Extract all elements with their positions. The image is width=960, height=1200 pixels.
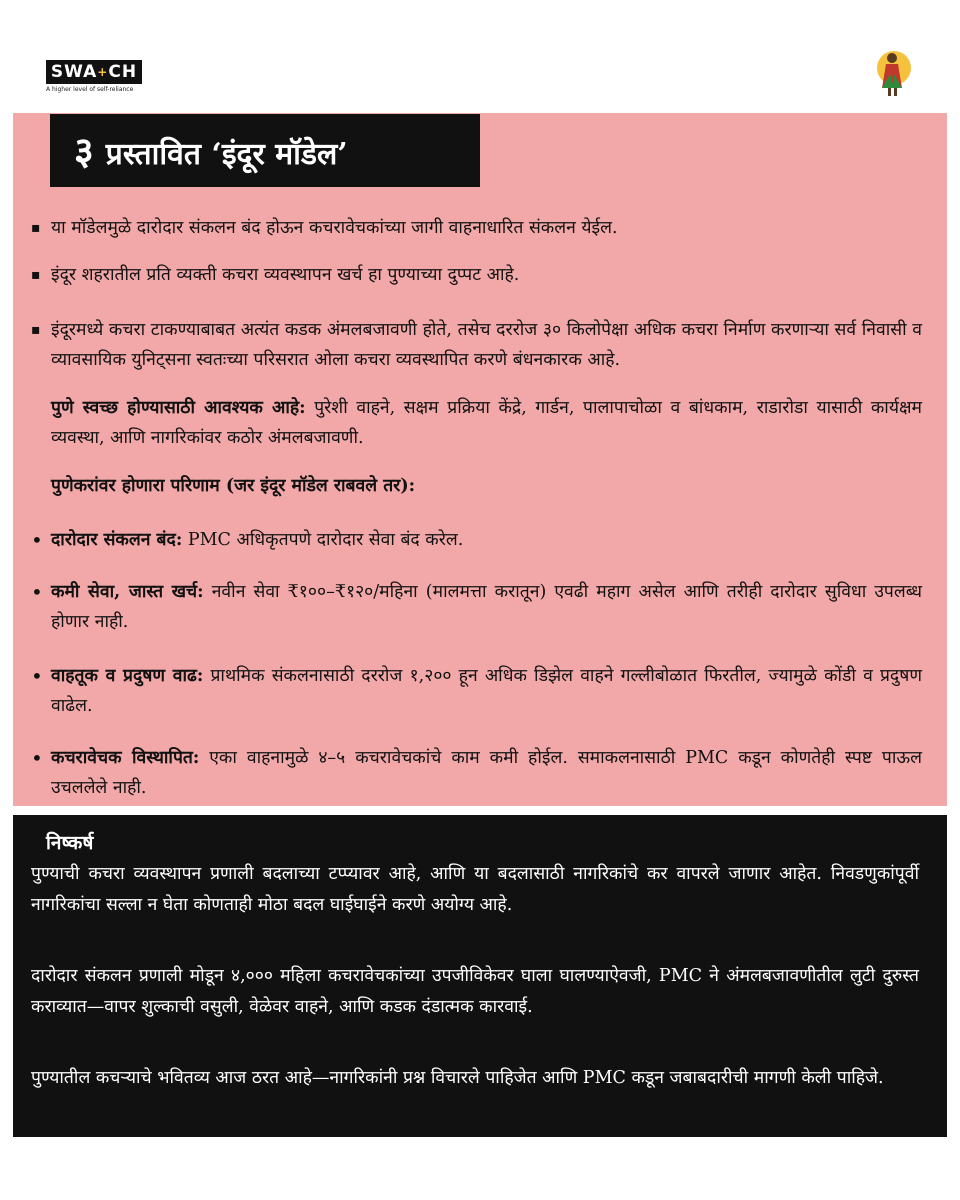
conclusion-panel bbox=[13, 815, 947, 1137]
requirement-text: पुरेशी वाहने, सक्षम प्रक्रिया केंद्रे, गार्डन, पालापाचोळा व बांधकाम, राडारोडा यासाठी कार्यक्षम व्यवस्था, आणि नागरिकांवर कठोर अंमलबजावणी. bbox=[51, 398, 922, 448]
conclusion-paragraph: पुण्यातील कचऱ्याचे भवितव्य आज ठरत आहे—नागरिकांनी प्रश्न विचारले पाहिजेत आणि PMC कडून जबाबदारीची मागणी केली पाहिजे. bbox=[31, 1068, 884, 1088]
dot-bullet-icon: • bbox=[31, 746, 43, 770]
section-title-text: प्रस्तावित ‘इंदूर मॉडेल’ bbox=[105, 137, 348, 172]
swach-logo bbox=[46, 60, 142, 93]
conclusion-paragraph: दारोदार संकलन प्रणाली मोडून ४,००० महिला कचरावेचकांच्या उपजीविकेवर घाला घालण्याऐवजी, PMC ने अंमलबजावणीतील लुटी दुरुस्त कराव्यात—वापर शुल्काची वसुली, वेळेवर वाहने, आणि कडक दंडात्मक कारवाई. bbox=[31, 966, 919, 1017]
square-bullet-icon: ▪ bbox=[31, 322, 41, 338]
model-panel: ३ प्रस्तावित ‘इंदूर मॉडेल’ ▪ या मॉडेलमुळे दारोदार संकलन बंद होऊन कचरावेचकांच्या जागी वाहनाधारित संकलन येईल. ▪ इंदूर शहरातील प्रति व्यक्ती कचरा व्यवस्थापन खर्च हा पुण्याच्या दुप्पट आहे. ▪ इंदूरमध्ये कचरा टाकण्याबाबत अत्यंत कडक अंमलबजावणी होते, तसेच दररोज ३० किलोपेक्षा अधिक कचरा निर्माण करणाऱ्या सर्व निवासी व व्यावसायिक युनिट्सना स्वतःच्या परिसरात ओला कचरा व्यवस्थापित करणे बंधनकारक आहे. पुणे स्वच्छ होण्यासाठी आवश्यक आहे: पुरेशी वाहने, सक्षम प्रक्रिया केंद्रे, गार्डन, पालापाचोळा व बांधकाम, राडारोडा यासाठी कार्यक्षम व्यवस्था, आणि नागरिकांवर कठोर अंमलबजावणी. पुणेकरांवर होणारा परिणाम (जर इंदूर मॉडेल राबवले तर): • दारोदार संकलन बंद: PMC अधिकृतपणे दारोदार सेवा बंद करेल. • कमी सेवा, जास्त खर्च: नवीन सेवा ₹१००–₹१२०/महिना (मालमत्ता करातून) एवढी महाग असेल आणि तरीही दारोदार सुविधा उपलब्ध होणार नाही. • वाहतूक व प्रदुषण वाढ: प्राथमिक संकलनासाठी दररोज १,२०० हून अधिक डिझेल वाहने गल्लीबोळात फिरतील, ज्यामुळे कोंडी व प्रदुषण वाढेल. • कचरावेचक विस्थापित: एका वाहनामुळे ४–५ कचरावेचकांचे काम कमी होईल. समाकलनासाठी PMC कडून कोणतेही स्पष्ट पाऊल उचललेले नाही. bbox=[13, 113, 947, 806]
logo-tagline: A higher level of self-reliance bbox=[46, 86, 134, 93]
conclusion-heading: निष्कर्ष bbox=[46, 832, 94, 854]
logo-wordmark: SWA+CH bbox=[46, 60, 142, 84]
dot-bullet-icon: • bbox=[31, 580, 43, 604]
square-bullet-icon: ▪ bbox=[31, 220, 41, 236]
conclusion-paragraph: पुण्याची कचरा व्यवस्थापन प्रणाली बदलाच्या टप्प्यावर आहे, आणि या बदलासाठी नागरिकांचे कर वापरले जाणार आहेत. निवडणुकांपूर्वी नागरिकांचा सल्ला न घेता कोणताही मोठा बदल घाईघाईने करणे अयोग्य आहे. bbox=[31, 864, 919, 915]
requirement-label: पुणे स्वच्छ होण्यासाठी आवश्यक आहे: bbox=[51, 398, 306, 418]
dot-bullet-icon: • bbox=[31, 664, 43, 688]
section-title bbox=[50, 114, 480, 187]
dot-bullet-icon: • bbox=[31, 528, 43, 552]
square-bullet-icon: ▪ bbox=[31, 267, 41, 283]
section-number: ३ bbox=[74, 128, 94, 173]
waste-picker-mascot-icon bbox=[864, 44, 920, 100]
